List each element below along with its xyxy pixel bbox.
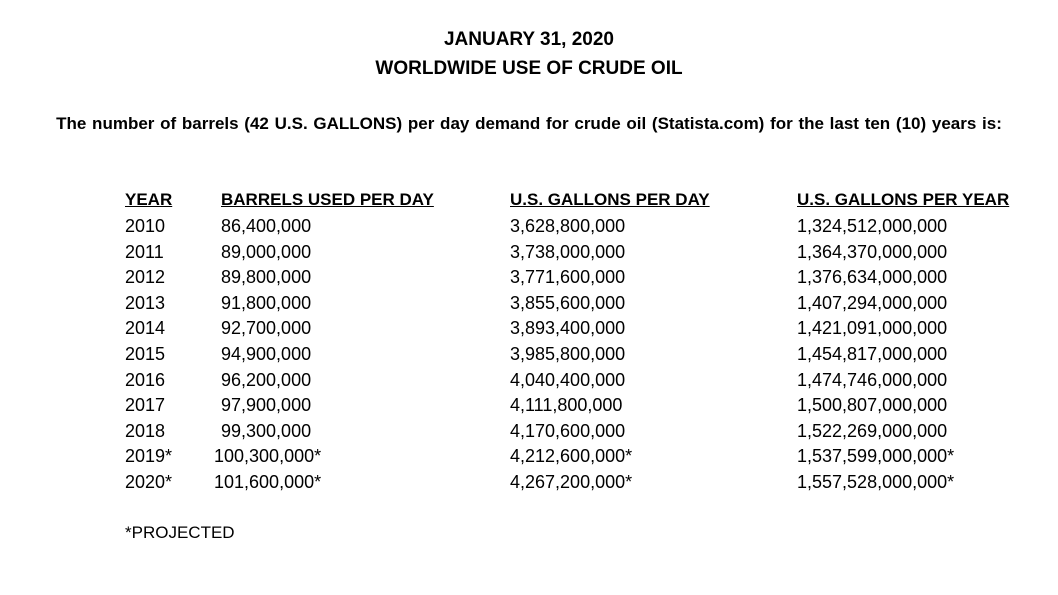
cell-gallons-year: 1,454,817,000,000 [797, 343, 948, 364]
cell-barrels: 101,600,000* [214, 471, 322, 492]
cell-gallons-year: 1,522,269,000,000 [797, 420, 948, 441]
cell-gallons-year: 1,407,294,000,000 [797, 292, 948, 313]
table-row [0, 420, 1058, 446]
header-gallons-per-day: U.S. GALLONS PER DAY [510, 190, 710, 209]
cell-gallons-day: 3,893,400,000 [510, 318, 626, 339]
cell-year: 2019* [125, 446, 173, 467]
cell-gallons-day: 3,855,600,000 [510, 292, 626, 313]
cell-barrels: 89,000,000 [221, 241, 312, 262]
cell-year: 2016 [125, 369, 166, 390]
cell-barrels: 96,200,000 [221, 369, 312, 390]
cell-year: 2013 [125, 292, 166, 313]
footnote-projected: *PROJECTED [125, 523, 235, 542]
document-date: JANUARY 31, 2020 [443, 29, 615, 50]
cell-gallons-day: 3,985,800,000 [510, 343, 626, 364]
table-row [0, 369, 1058, 395]
table-row [0, 394, 1058, 420]
cell-year: 2011 [125, 241, 164, 262]
header-gallons-per-year: U.S. GALLONS PER YEAR [797, 190, 1010, 209]
header-year: YEAR [125, 190, 173, 209]
cell-gallons-year: 1,376,634,000,000 [797, 267, 948, 288]
cell-gallons-day: 4,040,400,000 [510, 369, 626, 390]
cell-barrels: 86,400,000 [221, 216, 312, 236]
cell-gallons-year: 1,474,746,000,000 [797, 369, 948, 390]
cell-gallons-year: 1,557,528,000,000* [797, 471, 955, 492]
cell-year: 2014 [125, 318, 166, 339]
data-table [0, 215, 1058, 497]
cell-year: 2017 [125, 395, 166, 416]
cell-gallons-year: 1,324,512,000,000 [797, 216, 948, 236]
cell-barrels: 100,300,000* [214, 446, 322, 467]
cell-year: 2015 [125, 343, 166, 364]
cell-barrels: 92,700,000 [221, 318, 312, 339]
cell-year: 2010 [125, 216, 166, 236]
table-row [0, 292, 1058, 318]
cell-gallons-day: 3,738,000,000 [510, 241, 626, 262]
cell-year: 2020* [125, 471, 173, 492]
cell-barrels: 91,800,000 [221, 292, 312, 313]
table-row [0, 241, 1058, 267]
cell-barrels: 94,900,000 [221, 343, 312, 364]
cell-gallons-day: 3,628,800,000 [510, 216, 626, 236]
cell-gallons-year: 1,537,599,000,000* [797, 446, 955, 467]
cell-barrels: 99,300,000 [221, 420, 312, 441]
cell-gallons-day: 4,170,600,000 [510, 420, 626, 441]
intro-sentence: The number of barrels (42 U.S. GALLONS) per day demand for crude oil (Statista.com) for the last ten (10) years is: [56, 114, 1002, 133]
cell-year: 2012 [125, 267, 166, 288]
cell-gallons-day: 3,771,600,000 [510, 267, 626, 288]
table-row [0, 445, 1058, 471]
cell-barrels: 97,900,000 [221, 395, 312, 416]
cell-gallons-day: 4,267,200,000* [510, 471, 633, 492]
document-title: WORLDWIDE USE OF CRUDE OIL [375, 58, 683, 79]
table-row [0, 215, 1058, 241]
cell-gallons-year: 1,500,807,000,000 [797, 395, 948, 416]
cell-gallons-day: 4,111,800,000 [510, 395, 623, 416]
header-barrels-per-day: BARRELS USED PER DAY [221, 190, 434, 209]
table-row [0, 317, 1058, 343]
table-row [0, 343, 1058, 369]
cell-gallons-year: 1,364,370,000,000 [797, 241, 948, 262]
cell-gallons-year: 1,421,091,000,000 [797, 318, 948, 339]
cell-year: 2018 [125, 420, 166, 441]
cell-gallons-day: 4,212,600,000* [510, 446, 633, 467]
table-row [0, 266, 1058, 292]
cell-barrels: 89,800,000 [221, 267, 312, 288]
table-row [0, 471, 1058, 497]
